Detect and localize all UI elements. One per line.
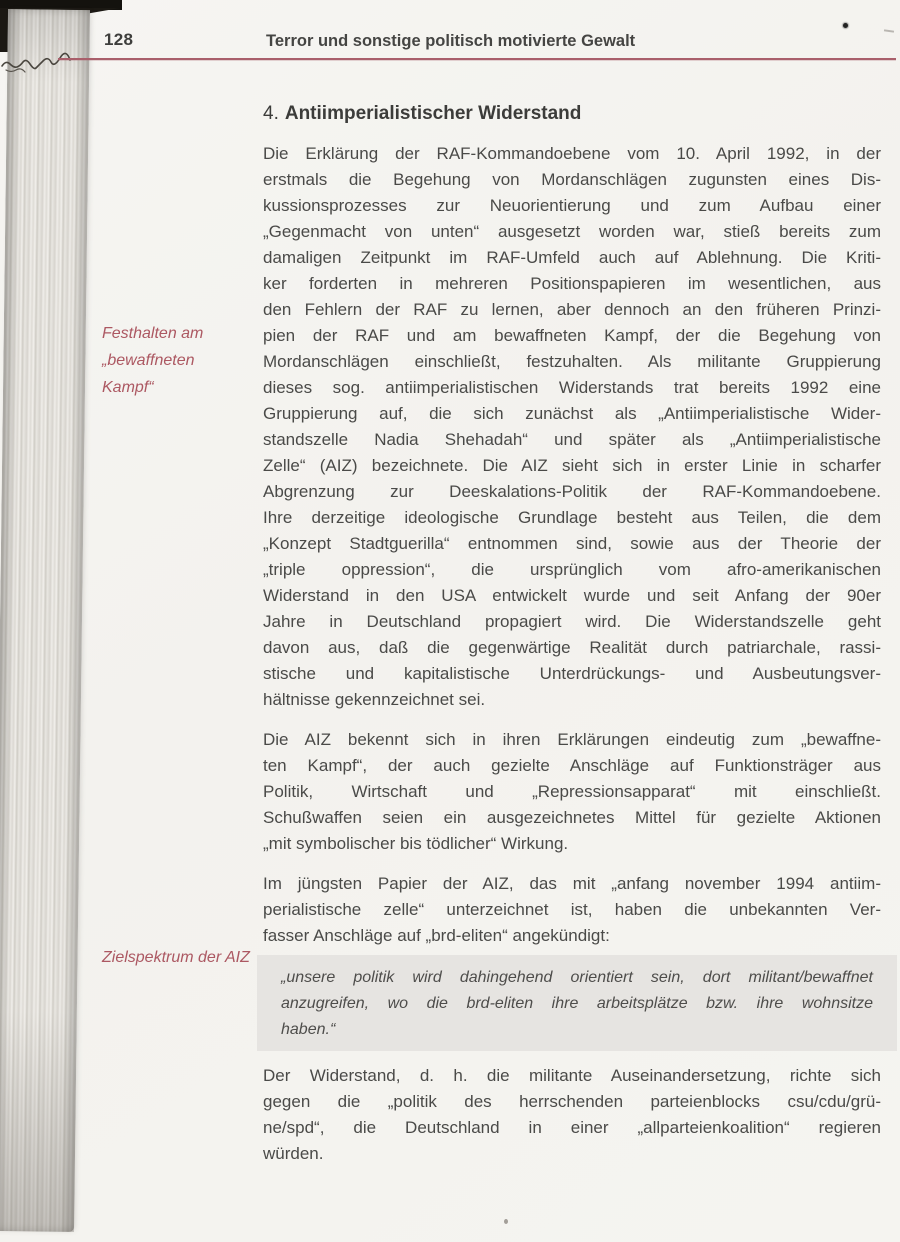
section-number: 4. <box>263 103 279 124</box>
text-line: pien der RAF und am bewaffneten Kampf, der die Begehung von <box>263 326 881 345</box>
text-line: Ihre derzeitige ideologische Grundlage besteht aus Teilen, die dem <box>263 508 881 527</box>
scan-smudge <box>884 29 894 32</box>
text-line: würden. <box>263 1144 324 1163</box>
text-line: Gruppierung auf, die sich zunächst als „Antiimperialistische Wider- <box>263 404 881 423</box>
text-line: haben.“ <box>281 1021 336 1038</box>
text-line: „triple oppression“, die ursprünglich vom afro-amerikanischen <box>263 560 881 579</box>
text-line: anzugreifen, wo die brd-eliten ihre arbeitsplätze bzw. ihre wohnsitze <box>281 995 873 1012</box>
text-line: ne/spd“, die Deutschland in einer „allparteienkoalition“ regieren <box>263 1118 881 1137</box>
page-number: 128 <box>104 30 134 49</box>
text-line: den Fehlern der RAF zu lernen, aber dennoch an den früheren Prinzi- <box>263 300 881 319</box>
text-line: davon aus, daß die gegenwärtige Realität durch patriarchale, rassi- <box>263 638 881 657</box>
paragraph-2 <box>263 727 881 857</box>
handwritten-scribble <box>0 44 72 84</box>
text-line: Abgrenzung zur Deeskalations-Politik der RAF-Kommandoebene. <box>263 482 881 501</box>
text-line: damaligen Zeitpunkt im RAF-Umfeld auch auf Ablehnung. Die Kriti- <box>263 248 881 267</box>
margin-note-festhalten: Festhalten am „bewaffneten Kampf“ <box>102 325 204 396</box>
margin-note-zielspektrum: Zielspektrum der AIZ <box>102 949 250 966</box>
paragraph-4 <box>263 1063 881 1167</box>
text-line: standszelle Nadia Shehadah“ und später als „Antiimperialistische <box>263 430 881 449</box>
text-line: „Gegenmacht von unten“ ausgesetzt worden war, stieß bereits zum <box>263 222 881 241</box>
text-line: „mit symbolischer bis tödlicher“ Wirkung. <box>263 834 569 853</box>
text-line: ten Kampf“, der auch gezielte Anschläge auf Funktionsträger aus <box>263 756 881 775</box>
text-line: Der Widerstand, d. h. die militante Auseinandersetzung, richte sich <box>263 1066 881 1085</box>
quote-block <box>257 955 897 1051</box>
text-line: erstmals die Begehung von Mordanschlägen zugunsten eines Dis- <box>263 170 881 189</box>
text-line: stische und kapitalistische Unterdrückungs- und Ausbeutungsver- <box>263 664 881 683</box>
text-line: „Konzept Stadtguerilla“ entnommen sind, sowie aus der Theorie der <box>263 534 881 553</box>
text-line: kussionsprozesses zur Neuorientierung und zum Aufbau einer <box>263 196 881 215</box>
paragraph-1 <box>263 141 881 713</box>
main-text-column <box>263 0 881 1167</box>
section-heading <box>263 101 881 127</box>
text-line: ker forderten in mehreren Positionspapieren im wesentlichen, aus <box>263 274 881 293</box>
text-line: hältnisse gekennzeichnet sei. <box>263 690 486 709</box>
running-header-title: Terror und sonstige politisch motivierte Gewalt <box>266 32 636 50</box>
book-pages-fore-edge <box>0 9 90 1232</box>
text-line: Jahre in Deutschland propagiert wird. Die Widerstandszelle geht <box>263 612 881 631</box>
text-line: gegen die „politik des herrschenden parteienblocks csu/cdu/grü- <box>263 1092 881 1111</box>
text-line: Politik, Wirtschaft und „Repressionsapparat“ mit einschließt. <box>263 782 881 801</box>
text-line: fasser Anschläge auf „brd-eliten“ angekündigt: <box>263 926 610 945</box>
text-line: Widerstand in den USA entwickelt wurde und seit Anfang der 90er <box>263 586 881 605</box>
text-line: Im jüngsten Papier der AIZ, das mit „anfang november 1994 antiim- <box>263 874 881 893</box>
text-line: Mordanschlägen einschließt, festzuhalten. Als militante Gruppierung <box>263 352 881 371</box>
text-line: perialistische zelle“ unterzeichnet ist, haben die unbekannten Ver- <box>263 900 881 919</box>
paragraph-3 <box>263 871 881 949</box>
text-line: Zelle“ (AIZ) bezeichnete. Die AIZ sieht sich in erster Linie in scharfer <box>263 456 881 475</box>
text-line: Die AIZ bekennt sich in ihren Erklärungen eindeutig zum „bewaffne- <box>263 730 881 749</box>
ink-dot <box>504 1219 508 1224</box>
text-line: Schußwaffen seien ein ausgezeichnetes Mittel für gezielte Aktionen <box>263 808 881 827</box>
text-line: Die Erklärung der RAF-Kommandoebene vom 10. April 1992, in der <box>263 144 881 163</box>
text-line: „unsere politik wird dahingehend orientiert sein, dort militant/bewaffnet <box>281 969 873 986</box>
text-line: dieses sog. antiimperialistischen Widerstands trat bereits 1992 eine <box>263 378 881 397</box>
section-title: Antiimperialistischer Widerstand <box>284 103 582 124</box>
